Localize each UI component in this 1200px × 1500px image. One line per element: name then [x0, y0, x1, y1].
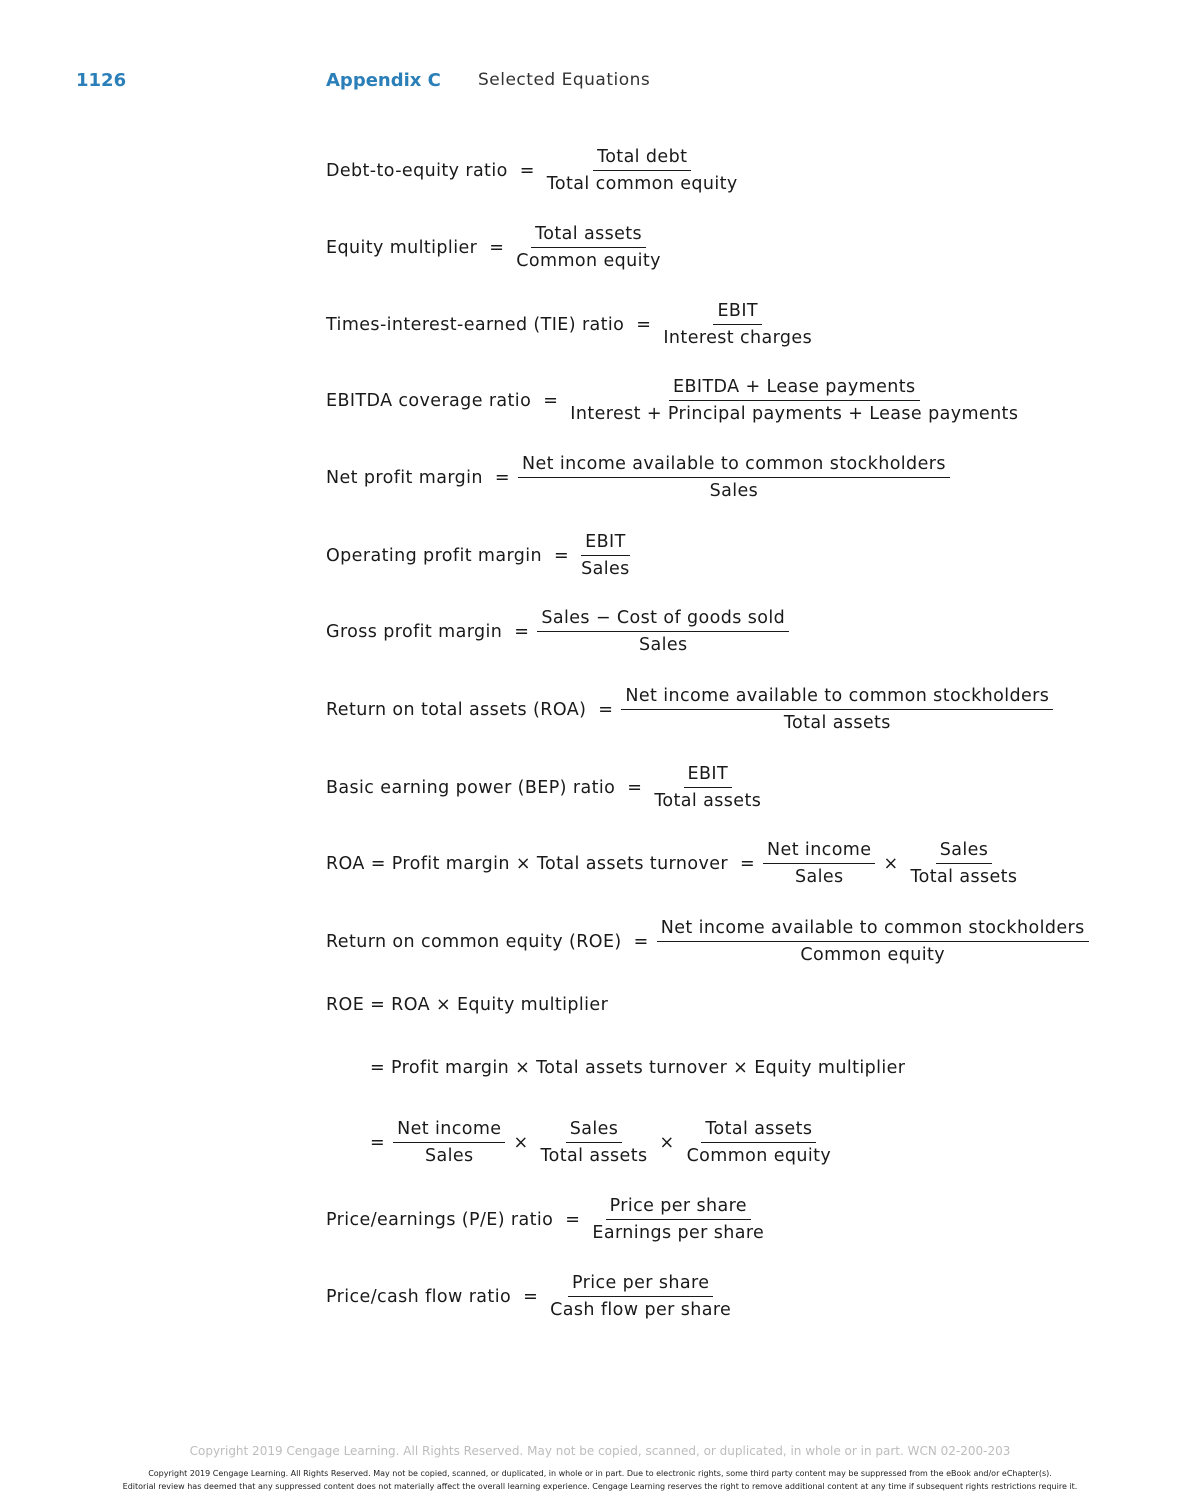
equals-sign: = — [370, 1132, 386, 1153]
denominator: Sales — [709, 481, 759, 501]
page-header — [0, 70, 1200, 96]
copyright-fine-print-1: Copyright 2019 Cengage Learning. All Rights Reserved. May not be copied, scanned, or duplicated, in whole or in part. Due to electronic rights, some third party content may be suppressed from the eBook and/or eChapter(s). — [148, 1469, 1052, 1478]
equation-label: Basic earning power (BEP) ratio — [326, 777, 616, 798]
equation-gross-profit-margin — [326, 608, 791, 655]
fraction — [537, 1119, 652, 1166]
equation-label: Price/earnings (P/E) ratio — [326, 1209, 554, 1230]
equation-ebitda-coverage — [326, 377, 1024, 424]
denominator: Common equity — [800, 945, 945, 965]
equation-label: Equity multiplier — [326, 237, 478, 258]
numerator: Sales — [566, 1119, 623, 1143]
equals-sign: = — [523, 1286, 539, 1307]
fraction — [577, 532, 634, 579]
page-number: 1126 — [76, 70, 127, 91]
equation-label: Net profit margin — [326, 467, 483, 488]
numerator: Net income available to common stockholders — [657, 918, 1089, 942]
numerator: Sales — [936, 840, 993, 864]
equals-sign: = — [565, 1209, 581, 1230]
denominator: Total assets — [910, 867, 1018, 887]
equation-net-profit-margin — [326, 454, 952, 501]
equation-roa — [326, 686, 1055, 733]
times-sign: × — [883, 853, 899, 874]
section-label: Appendix C — [326, 70, 441, 91]
equals-sign: = — [514, 621, 530, 642]
times-sign: × — [513, 1132, 529, 1153]
fraction — [683, 1119, 836, 1166]
equals-sign: = — [598, 699, 614, 720]
equation-text: = Profit margin × Total assets turnover × Equity multiplier — [370, 1058, 906, 1078]
fraction — [763, 840, 875, 887]
equals-sign: = — [627, 777, 643, 798]
equation-label: ROA = Profit margin × Total assets turnover — [326, 853, 728, 874]
equation-roe-dupont-2 — [370, 1058, 905, 1078]
fraction — [650, 764, 765, 811]
numerator: Total assets — [531, 224, 646, 248]
copyright-notice: Copyright 2019 Cengage Learning. All Rights Reserved. May not be copied, scanned, or duplicated, in whole or in part. WCN 02-200-203 — [189, 1444, 1011, 1458]
equation-label: Gross profit margin — [326, 621, 503, 642]
denominator: Cash flow per share — [550, 1300, 732, 1320]
numerator: Total debt — [593, 147, 691, 171]
equation-label: Return on common equity (ROE) — [326, 931, 622, 952]
numerator: Total assets — [701, 1119, 816, 1143]
fraction — [512, 224, 665, 271]
numerator: Net income available to common stockholders — [621, 686, 1053, 710]
numerator: Net income — [393, 1119, 505, 1143]
denominator: Total assets — [540, 1146, 648, 1166]
numerator: EBITDA + Lease payments — [669, 377, 920, 401]
denominator: Interest + Principal payments + Lease payments — [570, 404, 1019, 424]
fraction — [907, 840, 1022, 887]
equation-roe-dupont-1 — [326, 995, 608, 1015]
fraction — [566, 377, 1022, 424]
equation-label: EBITDA coverage ratio — [326, 390, 532, 411]
equals-sign: = — [519, 160, 535, 181]
denominator: Sales — [794, 867, 844, 887]
denominator: Common equity — [686, 1146, 832, 1166]
denominator: Sales — [424, 1146, 474, 1166]
fraction — [537, 608, 789, 655]
fraction — [393, 1119, 505, 1166]
equation-label: Debt-to-equity ratio — [326, 160, 508, 181]
equation-label: Price/cash flow ratio — [326, 1286, 512, 1307]
numerator: Sales − Cost of goods sold — [537, 608, 789, 632]
denominator: Sales — [581, 559, 630, 579]
equation-debt-to-equity — [326, 147, 744, 194]
fraction — [588, 1196, 768, 1243]
fraction — [659, 301, 816, 348]
times-sign: × — [659, 1132, 675, 1153]
numerator: Net income available to common stockholders — [518, 454, 950, 478]
equals-sign: = — [489, 237, 505, 258]
equation-roe — [326, 918, 1091, 965]
denominator: Earnings per share — [592, 1223, 765, 1243]
equation-text: ROE = ROA × Equity multiplier — [326, 995, 609, 1015]
denominator: Sales — [638, 635, 688, 655]
numerator: Price per share — [606, 1196, 751, 1220]
fraction — [543, 147, 742, 194]
fraction — [546, 1273, 735, 1320]
equals-sign: = — [554, 545, 570, 566]
equation-roe-dupont-3 — [370, 1119, 837, 1166]
numerator: EBIT — [713, 301, 762, 325]
numerator: Price per share — [568, 1273, 713, 1297]
denominator: Total common equity — [546, 174, 738, 194]
fraction — [518, 454, 950, 501]
denominator: Common equity — [516, 251, 661, 271]
equation-tie-ratio — [326, 301, 818, 348]
equation-operating-profit-margin — [326, 532, 636, 579]
equals-sign: = — [739, 853, 756, 874]
fraction — [621, 686, 1053, 733]
numerator: EBIT — [684, 764, 733, 788]
equals-sign: = — [543, 390, 559, 411]
equation-label: Return on total assets (ROA) — [326, 699, 587, 720]
numerator: EBIT — [581, 532, 630, 556]
equals-sign: = — [633, 931, 649, 952]
equation-equity-multiplier — [326, 224, 667, 271]
fraction — [657, 918, 1089, 965]
equation-label: Operating profit margin — [326, 545, 543, 566]
equation-price-cash-flow — [326, 1273, 737, 1320]
copyright-fine-print-2: Editorial review has deemed that any suppressed content does not materially affect the overall learning experience. Cengage Learning reserves the right to remove additional content at any time if subsequent rights restrictions require it. — [122, 1482, 1078, 1491]
equals-sign: = — [494, 467, 510, 488]
equation-roa-dupont — [326, 840, 1023, 887]
equation-bep — [326, 764, 767, 811]
numerator: Net income — [763, 840, 875, 864]
denominator: Total assets — [783, 713, 891, 733]
equals-sign: = — [636, 314, 652, 335]
equation-label: Times-interest-earned (TIE) ratio — [326, 314, 625, 335]
equation-pe-ratio — [326, 1196, 770, 1243]
section-title: Selected Equations — [478, 70, 651, 90]
denominator: Total assets — [654, 791, 762, 811]
denominator: Interest charges — [663, 328, 813, 348]
